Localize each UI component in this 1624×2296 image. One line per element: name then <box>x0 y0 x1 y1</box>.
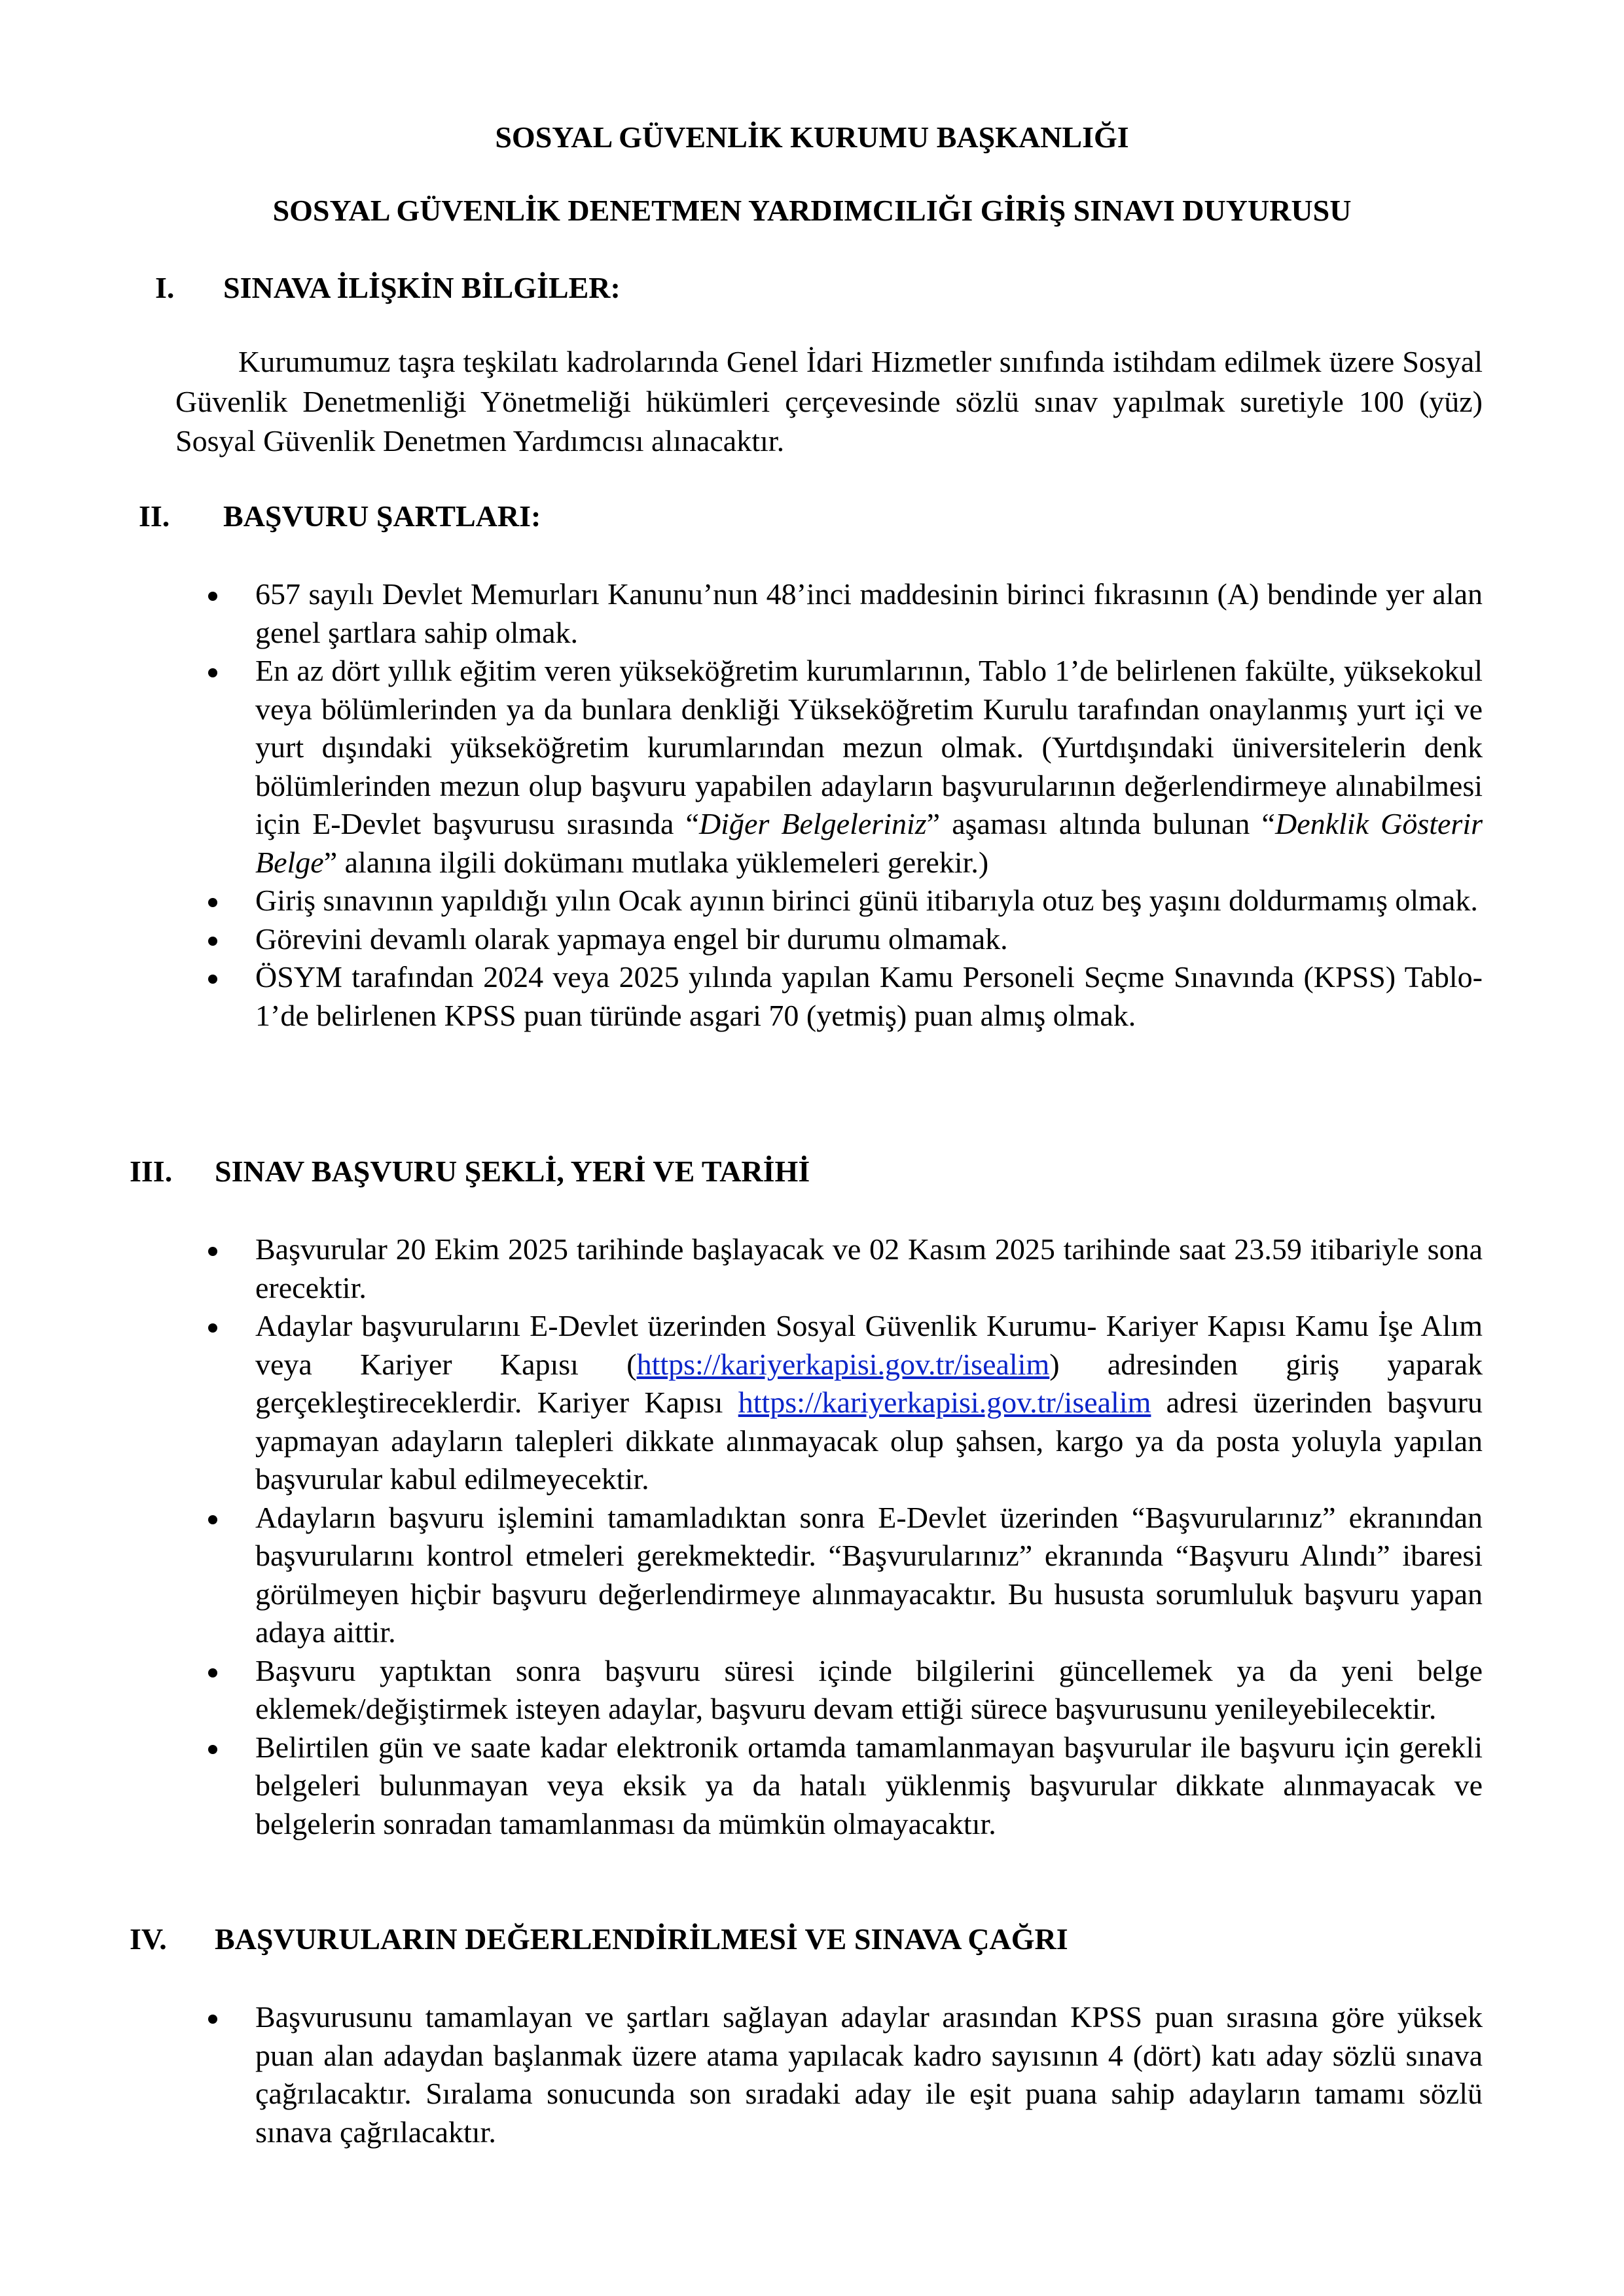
section-title: BAŞVURULARIN DEĞERLENDİRİLMESİ VE SINAVA ÇAĞRI <box>215 1922 1068 1956</box>
list-item <box>0 1307 1483 1499</box>
list-item-text: Başvurular 20 Ekim 2025 tarihinde başlayacak ve 02 Kasım 2025 tarihinde saat 23.59 itibariyle sona erecektir. <box>255 1232 1483 1304</box>
list-item <box>0 1998 1483 2151</box>
section-number: III. <box>130 1155 173 1188</box>
list-item-text: Başvurusunu tamamlayan ve şartları sağlayan adaylar arasından KPSS puan sırasına göre yüksek puan alan adaydan başlanmak üzere atama yapılacak kadro sayısının 4 (dört) katı aday sözlü sınava çağrılacaktır. Sıralama sonucunda son sıradaki aday ile eşit puana sahip adayların tamamı sözlü sınava çağrılacaktır. <box>255 2000 1483 2149</box>
list-item-text: 657 sayılı Devlet Memurları Kanunu’nun 48’inci maddesinin birinci fıkrasının (A) bendinde yer alan genel şartlara sahip olmak. <box>255 577 1483 649</box>
bullet-icon <box>208 2015 217 2024</box>
list-item <box>0 1652 1483 1729</box>
section-number: I. <box>155 271 175 304</box>
bullet-icon <box>208 592 217 601</box>
list-item-text: Giriş sınavının yapıldığı yılın Ocak ayının birinci günü itibarıyla otuz beş yaşını doldurmamış olmak. <box>255 884 1478 917</box>
bullet-icon <box>208 975 217 984</box>
list-item-text: Başvuru yaptıktan sonra başvuru süresi içinde bilgilerini güncellemek ya da yeni belge eklemek/değiştirmek isteyen adaylar, başvuru devam ettiği sürece başvurusunu yenileyebilecektir. <box>255 1653 1483 1725</box>
list-item <box>0 920 1483 959</box>
section-4-bullet-list <box>0 1998 1483 2151</box>
italic-term: Diğer Belgeleriniz <box>698 807 927 840</box>
list-item-text: Belirtilen gün ve saate kadar elektronik ortamda tamamlanmayan başvurular ile başvuru için gerekli belgeleri bulunmayan veya eksik ya da hatalı yüklenmiş başvurular dikkate alınmayacak ve belgelerin sonradan tamamlanması da mümkün olmayacaktır. <box>255 1730 1483 1840</box>
section-title: BAŞVURU ŞARTLARI: <box>223 499 541 533</box>
kariyer-kapisi-link[interactable]: https://kariyerkapisi.gov.tr/isealim <box>636 1347 1050 1381</box>
list-item-text: ” aşaması altında bulunan “ <box>926 807 1275 840</box>
list-item <box>0 575 1483 652</box>
list-item <box>0 652 1483 882</box>
document-subtitle: SOSYAL GÜVENLİK DENETMEN YARDIMCILIĞI GİRİŞ SINAVI DUYURUSU <box>272 194 1352 227</box>
list-item <box>0 1499 1483 1652</box>
document-title: SOSYAL GÜVENLİK KURUMU BAŞKANLIĞI <box>495 120 1129 154</box>
bullet-icon <box>208 1668 217 1677</box>
list-item <box>0 882 1483 920</box>
list-item-text: ” alanına ilgili dokümanı mutlaka yüklemeleri gerekir.) <box>323 845 989 879</box>
list-item-text: adresi üzerinden başvuru yapmayan adayların talepleri dikkate alınmayacak olup şahsen, kargo ya da posta yoluyla yapılan başvurular kabul edilmeyecektir. <box>255 1386 1483 1496</box>
bullet-icon <box>208 937 217 946</box>
list-item-text: En az dört yıllık eğitim veren yükseköğretim kurumlarının, Tablo 1’de belirlenen fakülte, yüksekokul veya bölümlerinden ya da bunlara denkliği Yükseköğretim Kurulu tarafından onaylanmış yurt içi ve yurt dışındaki yükseköğretim kurumlarından mezun olmak. (Yurtdışındaki üniversitelerin denk bölümlerinden mezun olup başvuru yapabilen adayların başvurularının değerlendirmeye alınabilmesi için E-Devlet başvurusu sırasında “ <box>255 654 1483 840</box>
bullet-icon <box>208 1323 217 1333</box>
bullet-icon <box>208 1515 217 1524</box>
bullet-icon <box>208 1247 217 1256</box>
bullet-icon <box>208 1745 217 1754</box>
list-item <box>0 958 1483 1035</box>
list-item-text: ) adresinden giriş yaparak gerçekleştireceklerdir. Kariyer Kapısı <box>255 1347 1483 1419</box>
section-number: IV. <box>130 1922 167 1956</box>
list-item <box>0 1729 1483 1844</box>
section-number: II. <box>139 499 170 533</box>
list-item-text: Görevini devamlı olarak yapmaya engel bir durumu olmamak. <box>255 922 1008 956</box>
kariyer-kapisi-link[interactable]: https://kariyerkapisi.gov.tr/isealim <box>738 1386 1151 1419</box>
section-3-bullet-list <box>0 1230 1483 1843</box>
section-title: SINAVA İLİŞKİN BİLGİLER: <box>223 271 621 304</box>
section-1-paragraph <box>175 342 1483 461</box>
section-2-bullet-list <box>0 575 1483 1035</box>
italic-term: Denklik Gösterir Belge <box>255 807 1483 879</box>
list-item-text: Adayların başvuru işlemini tamamladıktan sonra E-Devlet üzerinden “Başvurularınız” ekranından başvurularını kontrol etmeleri gerekmektedir. “Başvurularınız” ekranında “Başvuru Alındı” ibaresi görülmeyen hiçbir başvuru değerlendirmeye alınmayacaktır. Bu hususta sorumluluk başvuru yapan adaya aittir. <box>255 1500 1483 1649</box>
list-item-text: ÖSYM tarafından 2024 veya 2025 yılında yapılan Kamu Personeli Seçme Sınavında (KPSS) Tablo-1’de belirlenen KPSS puan türünde asgari 70 (yetmiş) puan almış olmak. <box>255 960 1483 1032</box>
bullet-icon <box>208 668 217 677</box>
list-item <box>0 1230 1483 1307</box>
bullet-icon <box>208 898 217 907</box>
list-item-text: Adaylar başvurularını E-Devlet üzerinden Sosyal Güvenlik Kurumu- Kariyer Kapısı Kamu İşe Alım veya Kariyer Kapısı ( <box>255 1309 1483 1381</box>
section-title: SINAV BAŞVURU ŞEKLİ, YERİ VE TARİHİ <box>215 1155 810 1188</box>
paragraph-text: Kurumumuz taşra teşkilatı kadrolarında Genel İdari Hizmetler sınıfında istihdam edilmek üzere Sosyal Güvenlik Denetmenliği Yönetmeliği hükümleri çerçevesinde sözlü sınav yapılmak suretiyle 100 (yüz) Sosyal Güvenlik Denetmen Yardımcısı alınacaktır. <box>175 345 1483 457</box>
